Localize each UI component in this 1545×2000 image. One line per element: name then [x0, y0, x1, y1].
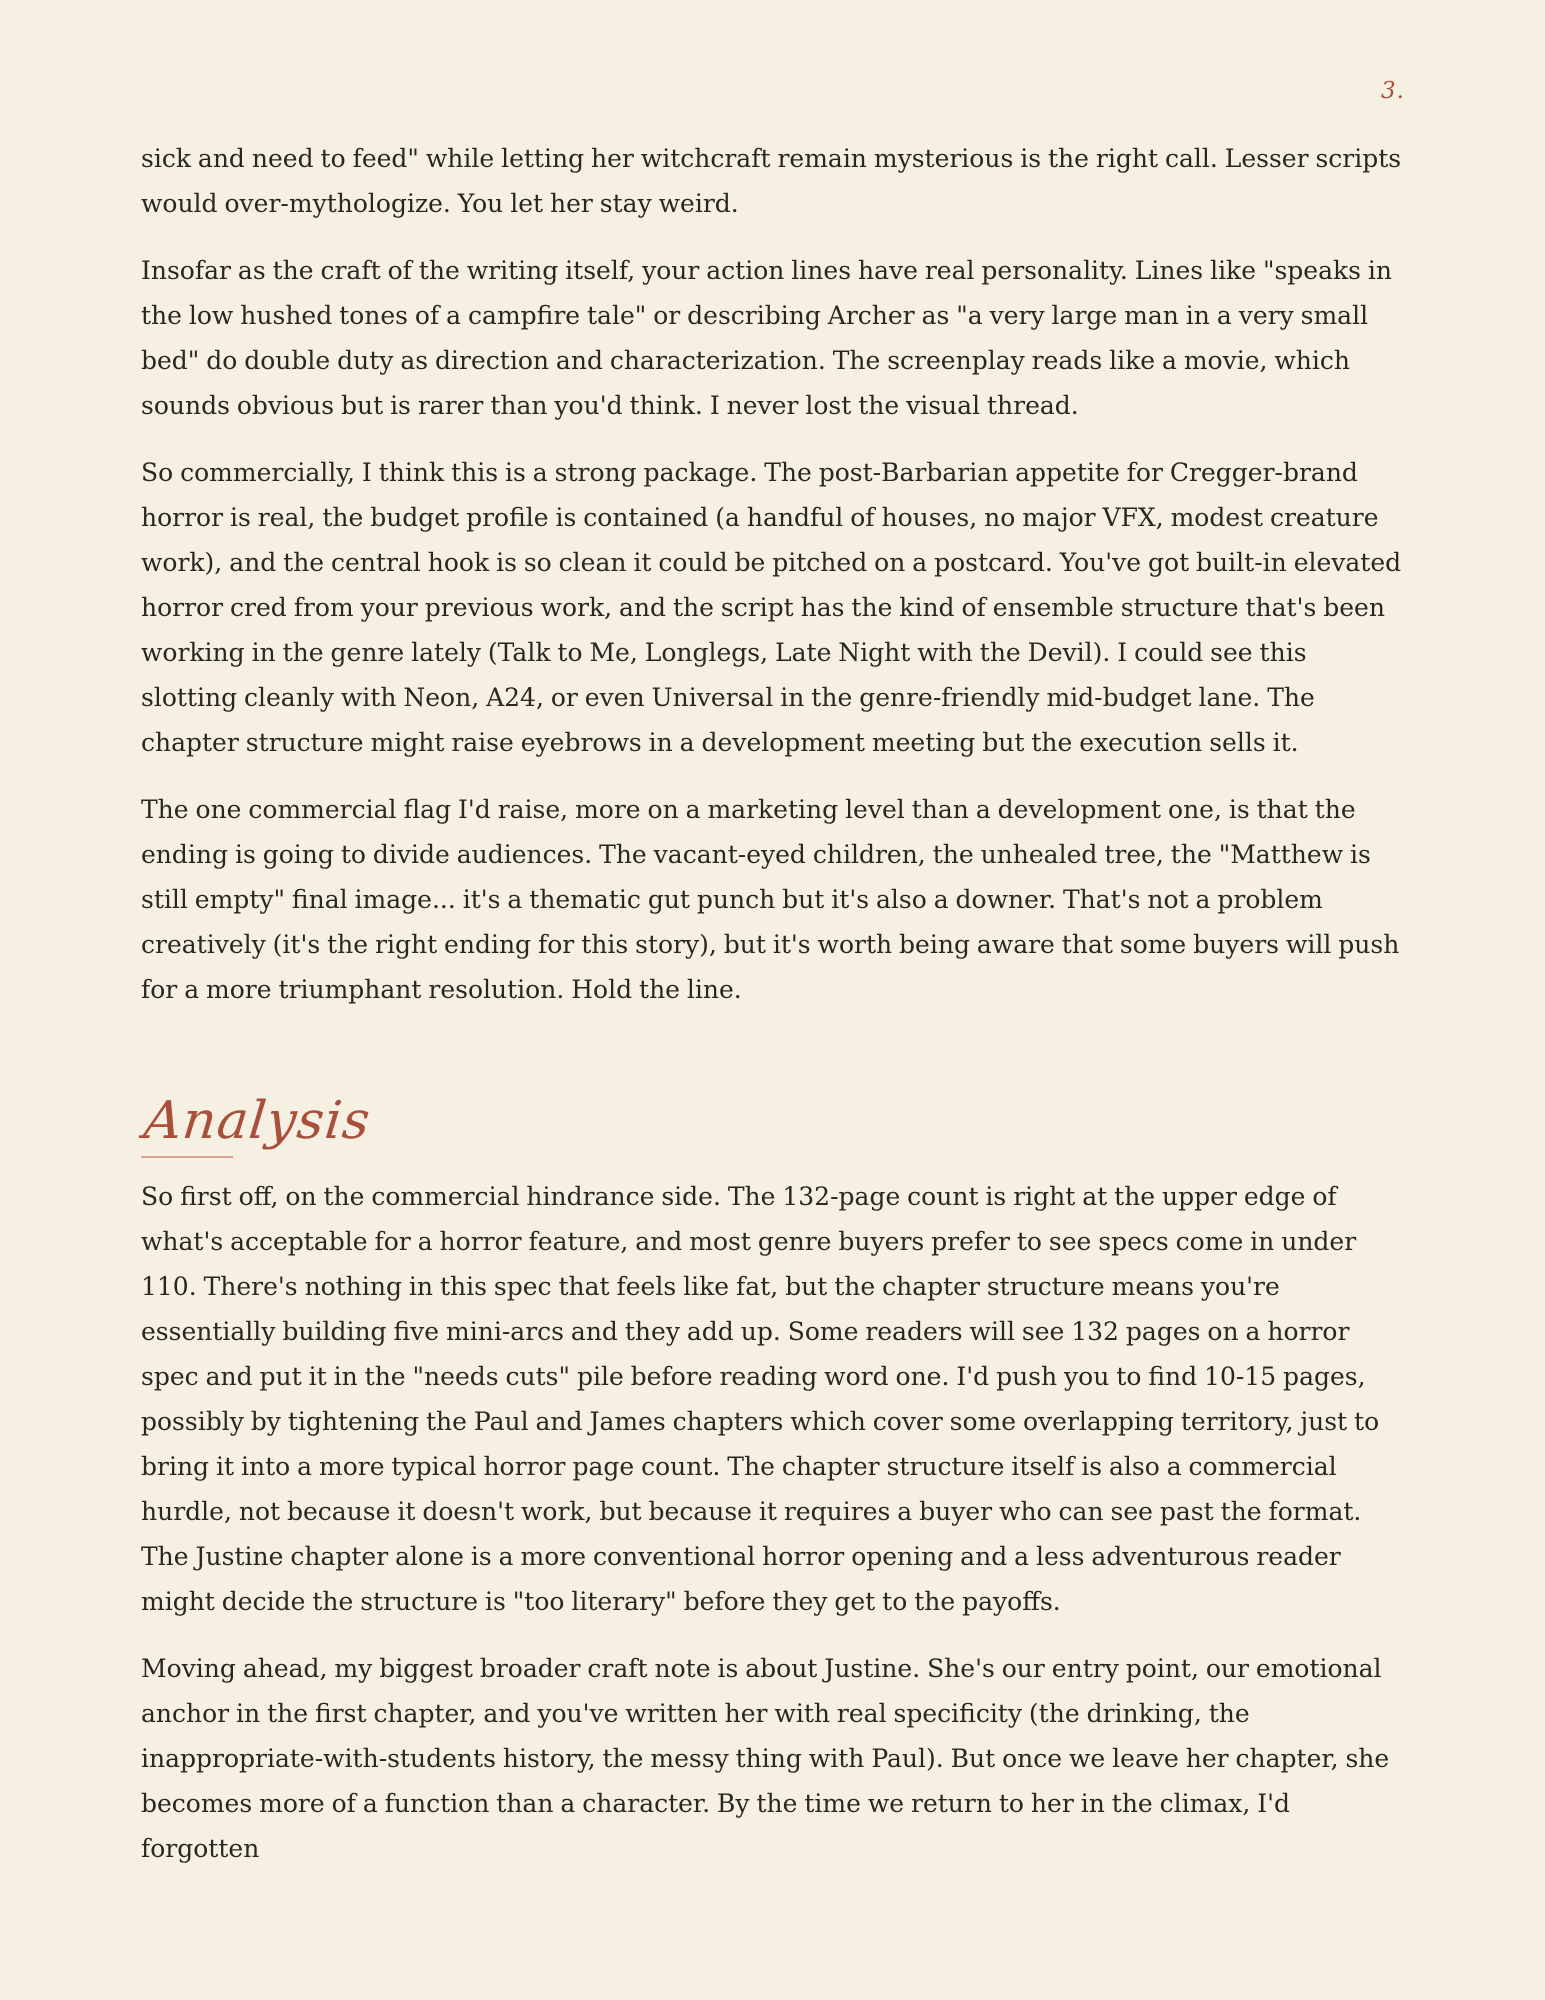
body-paragraph: sick and need to feed" while letting her witchcraft remain mysterious is the right call. Lesser scripts would over-mythologize. You let her stay weird. [141, 144, 1402, 218]
heading-underline [141, 1156, 233, 1158]
document-body [141, 136, 1406, 1893]
body-paragraph: The one commercial flag I'd raise, more on a marketing level than a development one, is that the ending is going to divide audiences. The vacant-eyed children, the unhealed tree, the "Matthew is still empty" final image... it's a thematic gut punch but it's also a downer. That's not a problem creatively (it's the right ending for this story), but it's worth being aware that some buyers will push for a more triumphant resolution. Hold the line. [141, 795, 1400, 1004]
body-paragraph: So commercially, I think this is a strong package. The post-Barbarian appetite for Cregger-brand horror is real, the budget profile is contained (a handful of houses, no major VFX, modest creature work), and the central hook is so clean it could be pitched on a postcard. You've got built-in elevated horror cred from your previous work, and the script has the kind of ensemble structure that's been working in the genre lately (Talk to Me, Longlegs, Late Night with the Devil). I could see this slotting cleanly with Neon, A24, or even Universal in the genre-friendly mid-budget lane. The chapter structure might raise eyebrows in a development meeting but the execution sells it. [141, 458, 1402, 757]
page-number: 3. [1381, 78, 1405, 104]
analysis-section-heading [141, 1090, 1406, 1164]
analysis-paragraph: Moving ahead, my biggest broader craft note is about Justine. She's our entry point, our emotional anchor in the first chapter, and you've written her with real specificity (the drinking, the inappropriate-with-students history, the messy thing with Paul). But once we leave her chapter, she becomes more of a function than a character. By the time we return to her in the climax, I'd forgotten [141, 1654, 1390, 1863]
body-paragraph: Insofar as the craft of the writing itself, your action lines have real personality. Lines like "speaks in the low hushed tones of a campfire tale" or describing Archer as "a very large man in a very small bed" do double duty as direction and characterization. The screenplay reads like a movie, which sounds obvious but is rarer than you'd think. I never lost the visual thread. [141, 256, 1393, 420]
analysis-paragraph: So first off, on the commercial hindrance side. The 132-page count is right at the upper edge of what's acceptable for a horror feature, and most genre buyers prefer to see specs come in under 110. There's nothing in this spec that feels like fat, but the chapter structure means you're essentially building five mini-arcs and they add up. Some readers will see 132 pages on a horror spec and put it in the "needs cuts" pile before reading word one. I'd push you to find 10-15 pages, possibly by tightening the Paul and James chapters which cover some overlapping territory, just to bring it into a more typical horror page count. The chapter structure itself is also a commercial hurdle, not because it doesn't work, but because it requires a buyer who can see past the format. The Justine chapter alone is a more conventional horror opening and a less adventurous reader might decide the structure is "too literary" before they get to the payoffs. [141, 1182, 1380, 1616]
analysis-heading: Analysis [141, 1091, 374, 1151]
